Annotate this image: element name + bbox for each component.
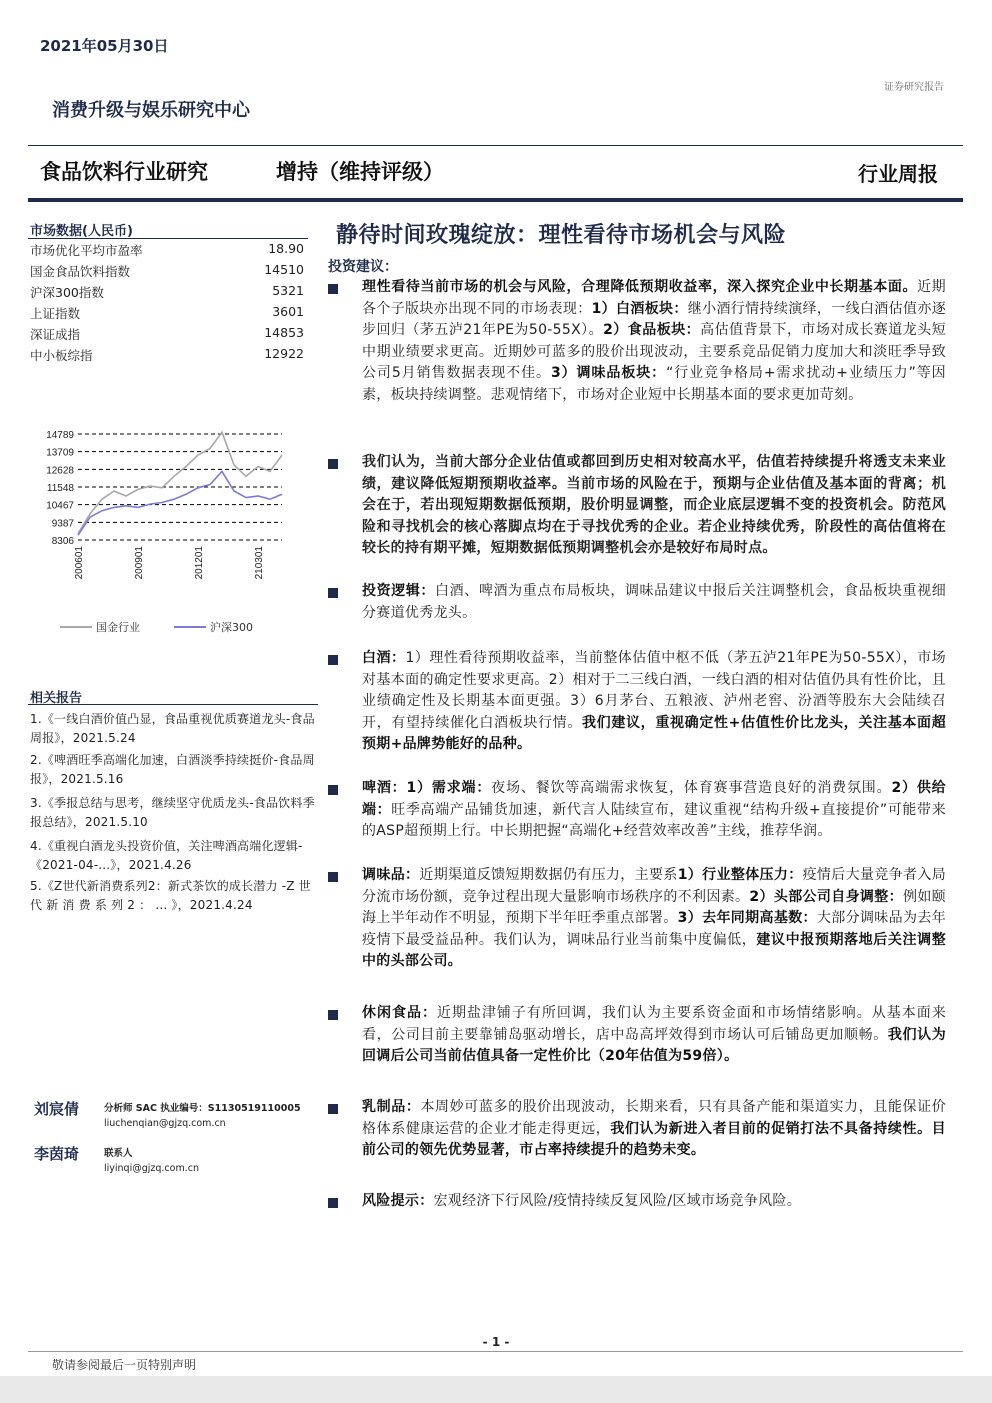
header-bar xyxy=(28,198,963,202)
related-report-item[interactable]: 2.《啤酒旺季高端化加速，白酒淡季持续挺价-食品周报》，2021.5.16 xyxy=(30,753,315,786)
bullet-icon xyxy=(328,588,338,598)
market-row xyxy=(30,262,304,283)
bullet-icon xyxy=(328,459,338,469)
related-report-item[interactable]: 3.《季报总结与思考，继续坚守优质龙头-食品饮料季报总结》，2021.5.10 xyxy=(30,796,315,829)
paragraph-risk: 风险提示：宏观经济下行风险/疫情持续反复风险/区域市场竞争风险。 xyxy=(362,1193,802,1209)
related-divider xyxy=(28,704,318,705)
y-tick-label: 12628 xyxy=(46,465,74,477)
industry-title: 食品饮料行业研究 xyxy=(40,160,208,184)
contact-email[interactable]: liyinqi@gjzq.com.cn xyxy=(104,1163,199,1174)
x-tick-label: 200901 xyxy=(134,546,145,580)
series-line xyxy=(78,432,282,533)
research-center: 消费升级与娱乐研究中心 xyxy=(52,100,250,121)
disclaimer-note: 敬请参阅最后一页特别声明 xyxy=(52,1358,197,1372)
analyst-info xyxy=(104,1101,301,1131)
header-divider xyxy=(28,145,963,146)
bullet-icon xyxy=(328,655,338,665)
report-type: 行业周报 xyxy=(858,162,938,186)
paragraph-dairy: 乳制品：本周妙可蓝多的股价出现波动，长期来看，只有具备产能和渠道实力，且能保证价格体系健康运营的企业才能走得更远，我们认为新进入者目前的促销打法不具备持续性。目前公司的领先优势显著，市占率持续提升的趋势未变。 xyxy=(362,1099,946,1158)
y-tick-label: 11548 xyxy=(46,482,74,494)
market-value: 12922 xyxy=(264,346,304,361)
market-data-title: 市场数据(人民币) xyxy=(30,224,133,239)
report-title: 静待时间玫瑰绽放：理性看待市场机会与风险 xyxy=(336,222,787,248)
bottom-band xyxy=(0,1376,992,1403)
market-value: 14853 xyxy=(264,325,304,340)
legend-label: 沪深300 xyxy=(210,621,253,634)
legend-label: 国金行业 xyxy=(96,621,140,634)
market-label: 市场优化平均市盈率 xyxy=(30,243,143,258)
bullet-icon xyxy=(328,1010,338,1020)
analyst-email[interactable]: liuchenqian@gjzq.com.cn xyxy=(104,1118,226,1129)
paragraph-baijiu: 白酒：1）理性看待预期收益率，当前整体估值中枢不低（茅五泸21年PE为50-55X），市场对基本面的确定性要求更高。2）相对于二三线白酒，一线白酒的相对估值仍具有性价比，且业绩确定性及长期基本面更强。3）6月茅台、五粮液、泸州老窖、汾酒等股东大会陆续召开，有望持续催化白酒板块行情。我们建议，重视确定性+估值性价比龙头，关注基本面超预期+品牌势能好的品种。 xyxy=(362,650,947,752)
analyst-name: 刘宸倩 xyxy=(34,1100,80,1118)
y-tick-label: 13709 xyxy=(46,447,74,459)
bullet-icon xyxy=(328,1104,338,1114)
x-tick-label: 200601 xyxy=(74,546,85,580)
market-label: 上证指数 xyxy=(30,306,81,321)
market-row xyxy=(30,346,304,367)
paragraph-condiments: 调味品：近期渠道反馈短期数据仍有压力，主要系1）行业整体压力：疫情后大量竞争者入局分流市场份额，竞争过程出现大量影响市场秩序的不利因素。2）头部公司自身调整：例如颐海上半年动作不明显，预期下半年旺季重点部署。3）去年同期高基数：大部分调味品为去年疫情下最受益品种。我们认为，调味品行业当前集中度偏低，建议中报预期落地后关注调整中的头部公司。 xyxy=(362,867,947,969)
related-report-item[interactable]: 1.《一线白酒价值凸显，食品重视优质赛道龙头-食品周报》，2021.5.24 xyxy=(30,712,315,745)
analyst-role: 分析师 SAC 执业编号：S1130519110005 xyxy=(104,1103,301,1114)
report-date: 2021年05月30日 xyxy=(40,37,169,55)
index-line-chart xyxy=(30,420,292,638)
y-tick-label: 8306 xyxy=(51,536,74,547)
market-label: 沪深300指数 xyxy=(30,285,104,300)
related-reports-title: 相关报告 xyxy=(30,691,83,706)
paragraph-market-view: 理性看待当前市场的机会与风险，合理降低预期收益率，深入探究企业中长期基本面。近期各个子版块亦出现不同的市场表现：1）白酒板块：继小酒行情持续演绎，一线白酒估值亦逐步回归（茅五泸21年PE为50-55X）。2）食品板块：高估值背景下，市场对成长赛道龙头短中期业绩要求更高。近期妙可蓝多的股价出现波动，主要系竞品促销力度加大和淡旺季导致公司5月销售数据表现不佳。3）调味品板块：“行业竞争格局+需求扰动+业绩压力”等因素，板块持续调整。悲观情绪下，市场对企业短中长期基本面的要求更加苛刻。 xyxy=(362,279,946,403)
market-row xyxy=(30,325,304,346)
paragraph-beer: 啤酒：1）需求端：夜场、餐饮等高端需求恢复，体育赛事营造良好的消费氛围。2）供给端：旺季高端产品铺货加速，新代言人陆续宣布，建议重视“结构升级+直接提价”可能带来的ASP超预期上行。中长期把握“高端化+经营效率改善”主线，推荐华润。 xyxy=(362,780,946,839)
document-type: 证券研究报告 xyxy=(884,82,944,93)
market-row xyxy=(30,304,304,325)
market-label: 中小板综指 xyxy=(30,348,93,363)
footer-divider xyxy=(28,1351,963,1352)
contact-role: 联系人 xyxy=(104,1148,133,1159)
market-data-divider xyxy=(28,238,308,239)
x-tick-label: 201201 xyxy=(194,546,205,580)
x-tick-label: 210301 xyxy=(254,546,265,580)
contact-name: 李茵琦 xyxy=(34,1145,80,1163)
related-report-item[interactable]: 4.《重视白酒龙头投资价值，关注啤酒高端化逻辑-《2021-04-...》，2021.4.26 xyxy=(30,839,303,872)
market-value: 18.90 xyxy=(268,241,304,256)
market-row xyxy=(30,241,304,262)
y-tick-label: 10467 xyxy=(46,500,74,512)
market-label: 深证成指 xyxy=(30,327,81,342)
bullet-icon xyxy=(328,284,338,294)
y-tick-label: 14789 xyxy=(46,430,74,441)
bullet-icon xyxy=(328,785,338,795)
market-label: 国金食品饮料指数 xyxy=(30,264,131,279)
contact-info xyxy=(104,1146,199,1176)
series-line xyxy=(78,471,282,535)
market-value: 5321 xyxy=(272,283,304,298)
related-report-item[interactable]: 5.《Z世代新消费系列2：新式茶饮的成长潜力 -Z 世 代 新 消 费 系 列 2 ： ... 》，2021.4.24 xyxy=(30,879,311,912)
paragraph-snacks: 休闲食品：近期盐津铺子有所回调，我们认为主要系资金面和市场情绪影响。从基本面来看，公司目前主要靠铺岛驱动增长，店中岛高坪效得到市场认可后铺岛更加顺畅。我们认为回调后公司当前估值具备一定性价比（20年估值为59倍）。 xyxy=(362,1005,947,1064)
y-tick-label: 9387 xyxy=(51,518,74,530)
investment-advice-heading: 投资建议： xyxy=(328,259,398,275)
page-number: - 1 - xyxy=(482,1335,510,1349)
market-value: 14510 xyxy=(264,262,304,277)
bullet-icon xyxy=(328,1198,338,1208)
market-row xyxy=(30,283,304,304)
market-value: 3601 xyxy=(272,304,304,319)
rating-label: 增持（维持评级） xyxy=(276,160,444,184)
paragraph-investment-logic: 投资逻辑：白酒、啤酒为重点布局板块，调味品建议中报后关注调整机会，食品板块重视细分赛道优秀龙头。 xyxy=(362,583,947,621)
bullet-icon xyxy=(328,872,338,882)
paragraph-our-view: 我们认为，当前大部分企业估值或都回到历史相对较高水平，估值若持续提升将透支未来业绩，建议降低短期预期收益率。当前市场的风险在于，预期与企业估值及基本面的背离；机会在于，若出现短期数据低预期，股价明显调整，而企业底层逻辑不变的投资机会。防范风险和寻找机会的核心落脚点均在于寻找优秀的企业。若企业持续优秀，阶段性的高估值将在较长的持有期平摊，短期数据低预期调整机会亦是较好布局时点。 xyxy=(362,454,946,556)
